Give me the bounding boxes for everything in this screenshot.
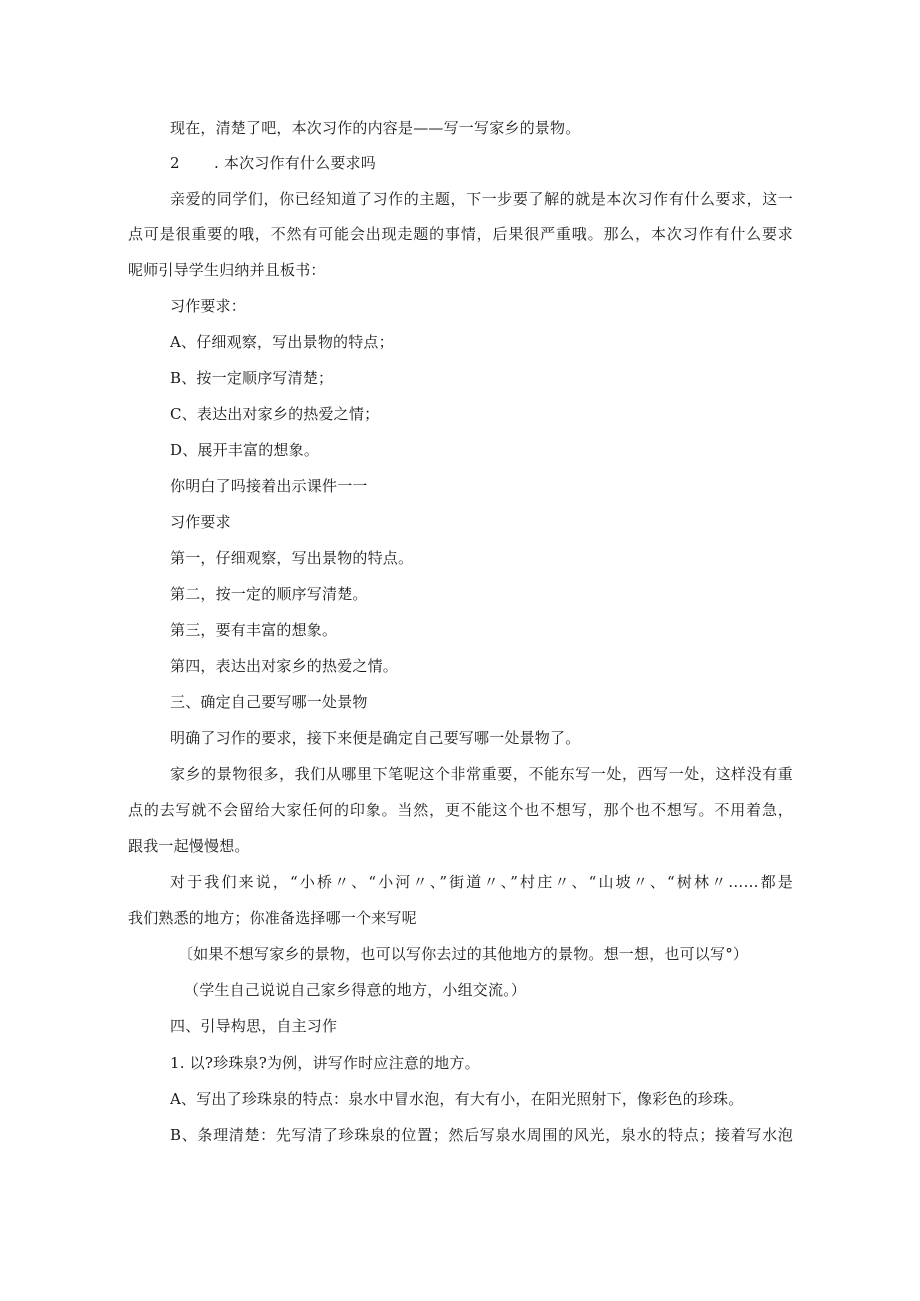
list-item: 第三，要有丰富的想象。 (170, 621, 338, 639)
section-heading: 四、引导构思，自主习作 (170, 1017, 338, 1035)
section-number: 2 (170, 154, 180, 172)
paragraph-line: 现在，清楚了吧，本次习作的内容是——写一写家乡的景物。 (170, 119, 581, 137)
paragraph-line: 你明白了吗接着出示课件一一 (170, 477, 368, 495)
note-line: （学生自己说说自己家乡得意的地方，小组交流。） (184, 981, 527, 999)
list-item: 第二，按一定的顺序写清楚。 (170, 585, 368, 603)
list-item: A、写出了珍珠泉的特点：泉水中冒水泡，有大有小，在阳光照射下，像彩色的珍珠。 (170, 1090, 744, 1108)
paragraph-line: 跟我一起慢慢想。 (128, 837, 250, 855)
section-heading: . 本次习作有什么要求吗 (214, 154, 376, 172)
paragraph-line: 亲爱的同学们，你已经知道了习作的主题，下一步要了解的就是本次习作有什么要求，这一 (170, 190, 793, 208)
note-line: 〔如果不想写家乡的景物，也可以写你去过的其他地方的景物。想一想，也可以写°） (178, 945, 749, 963)
paragraph-line: 点可是很重要的哦，不然有可能会出现走题的事情，后果很严重哦。那么，本次习作有什么要求 (128, 225, 793, 243)
list-heading: 1. 以?珍珠泉?为例，讲写作时应注意的地方。 (170, 1054, 480, 1072)
list-item: 第四，表达出对家乡的热爱之情。 (170, 657, 399, 675)
list-heading: 习作要求： (170, 297, 247, 315)
list-item: A、仔细观察，写出景物的特点； (170, 333, 394, 351)
paragraph-line: 明确了习作的要求，接下来便是确定自己要写哪一处景物了。 (170, 729, 581, 747)
list-item: D、展开丰富的想象。 (170, 441, 320, 459)
section-heading: 三、确定自己要写哪一处景物 (170, 693, 368, 711)
list-item: B、按一定顺序写清楚； (170, 369, 334, 387)
paragraph-line: 点的去写就不会留给大家任何的印象。当然，更不能这个也不想写，那个也不想写。不用着急， (128, 801, 793, 819)
paragraph-line: 我们熟悉的地方；你准备选择哪一个来写呢 (128, 909, 417, 927)
list-item: 第一，仔细观察，写出景物的特点。 (170, 549, 414, 567)
paragraph-line: 呢师引导学生归纳并且板书： (128, 261, 326, 279)
list-item: C、表达出对家乡的热爱之情； (170, 405, 380, 423)
paragraph-line: 家乡的景物很多，我们从哪里下笔呢这个非常重要，不能东写一处，西写一处，这样没有重 (170, 765, 793, 783)
paragraph-line: 对于我们来说，“小桥〃、“小河〃、”街道〃、”村庄〃、“山坡〃、“树林〃……都是 (170, 873, 793, 891)
list-item: B、条理清楚：先写清了珍珠泉的位置；然后写泉水周围的风光，泉水的特点；接着写水泡 (170, 1126, 793, 1144)
list-heading: 习作要求 (170, 513, 231, 531)
